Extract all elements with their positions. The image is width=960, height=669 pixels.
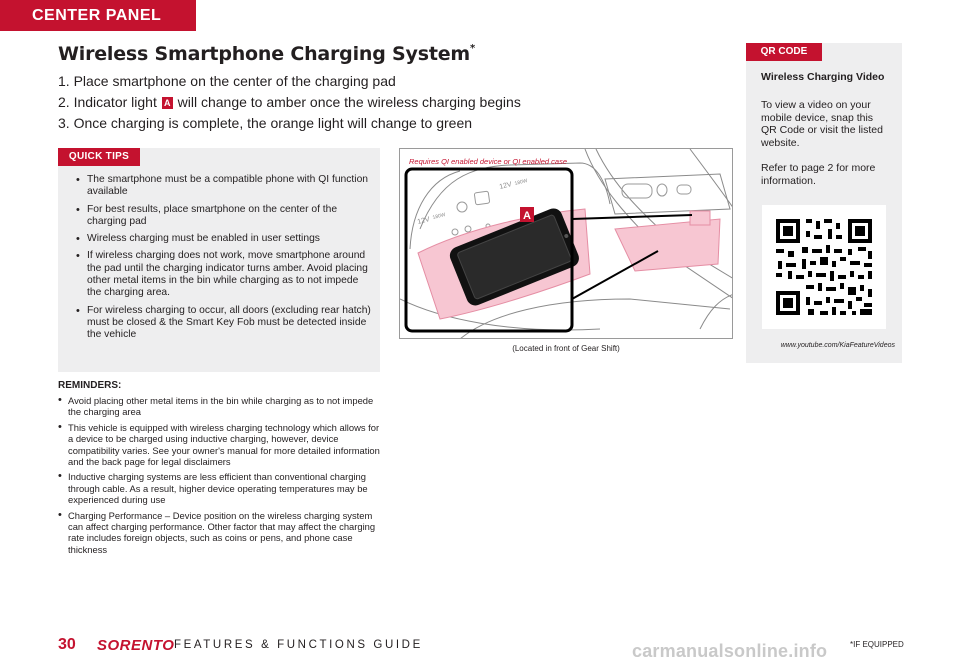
reminder-item: • Avoid placing other metal items in the bin while charging as to not impede the charging area [58, 395, 382, 418]
qr-reference: Refer to page 2 for more information. [761, 162, 876, 187]
if-equipped-note: *IF EQUIPPED [850, 640, 904, 649]
quick-tips-list [72, 174, 372, 347]
qr-title: Wireless Charging Video [761, 71, 885, 83]
quick-tip-item: • Wireless charging must be enabled in user settings [72, 233, 372, 245]
reminders-section [58, 380, 382, 559]
quick-tip-item: • The smartphone must be a compatible phone with QI function available [72, 174, 372, 199]
indicator-a-badge: A [162, 97, 173, 109]
page-title-text: Wireless Smartphone Charging System [58, 43, 470, 65]
footer-model: SORENTO [97, 637, 175, 654]
charging-pad-illustration [399, 148, 733, 339]
outlet-label-right: 12V [498, 181, 513, 191]
qr-description: To view a video on your mobile device, snap this QR Code or visit the listed website. [761, 99, 883, 149]
reminder-item: • Inductive charging systems are less efficient than conventional charging through cable. As a result, higher device operating temperatures may be experienced during use [58, 471, 382, 505]
quick-tip-item: • For wireless charging to occur, all doors (excluding rear hatch) must be closed & the Smart Key Fob must be detected inside the vehicle [72, 305, 372, 342]
qr-code-label: QR CODE [746, 43, 822, 61]
qi-requirement-note: Requires QI enabled device or QI enabled case [409, 157, 568, 166]
section-tab: CENTER PANEL [0, 0, 196, 31]
quick-tip-item: • For best results, place smartphone on the center of the charging pad [72, 204, 372, 229]
reminders-list [58, 395, 382, 555]
qr-code-icon [762, 205, 886, 329]
photo-caption: (Located in front of Gear Shift) [512, 344, 620, 353]
reminders-title: REMINDERS: [58, 380, 122, 391]
charging-pad-drawing [400, 149, 733, 339]
step-2 [58, 92, 618, 113]
outlet-label-left: 12V [416, 216, 431, 226]
reminder-item: • This vehicle is equipped with wireless charging technology which allows for a device to be charged using inductive charging, however, device compatibility varies. See your owner's manual for more detailed information and the back page for legal disclaimers [58, 422, 382, 468]
quick-tip-item: • If wireless charging does not work, move smartphone around the pad until the charging indicator turns amber. Avoid placing other metal items in the bin while charging as to not impede the charging area. [72, 250, 372, 299]
page-number: 30 [58, 636, 76, 653]
compartment-highlight [615, 219, 720, 271]
reminder-item: • Charging Performance – Device position on the wireless charging system can affect charging performance. Other factor that may affect the charging rate includes foreign objects, such as coins or pens, and phone case thickness [58, 510, 382, 556]
step-list [58, 71, 618, 134]
qr-code-image[interactable] [762, 205, 886, 329]
outlet-wattage-left: 180W [432, 211, 447, 221]
asterisk: * [469, 42, 476, 54]
quick-tips-label: QUICK TIPS [58, 148, 140, 166]
footer-guide-title: FEATURES & FUNCTIONS GUIDE [174, 639, 423, 651]
callout-line-top [572, 215, 692, 219]
page-title [58, 43, 475, 65]
step-3: 3. Once charging is complete, the orange light will change to green [58, 115, 473, 131]
outlet-wattage-right: 180W [514, 177, 529, 187]
watermark: carmanualsonline.info [632, 641, 828, 661]
step-2-end: will change to amber once the wireless charging begins [177, 94, 521, 110]
callout-a-letter: A [523, 210, 531, 222]
step-2-start: 2. Indicator light [58, 94, 157, 110]
qr-url[interactable]: www.youtube.com/KiaFeatureVideos [780, 342, 895, 349]
indicator-light-highlight [690, 211, 710, 225]
step-1: 1. Place smartphone on the center of the charging pad [58, 73, 396, 89]
